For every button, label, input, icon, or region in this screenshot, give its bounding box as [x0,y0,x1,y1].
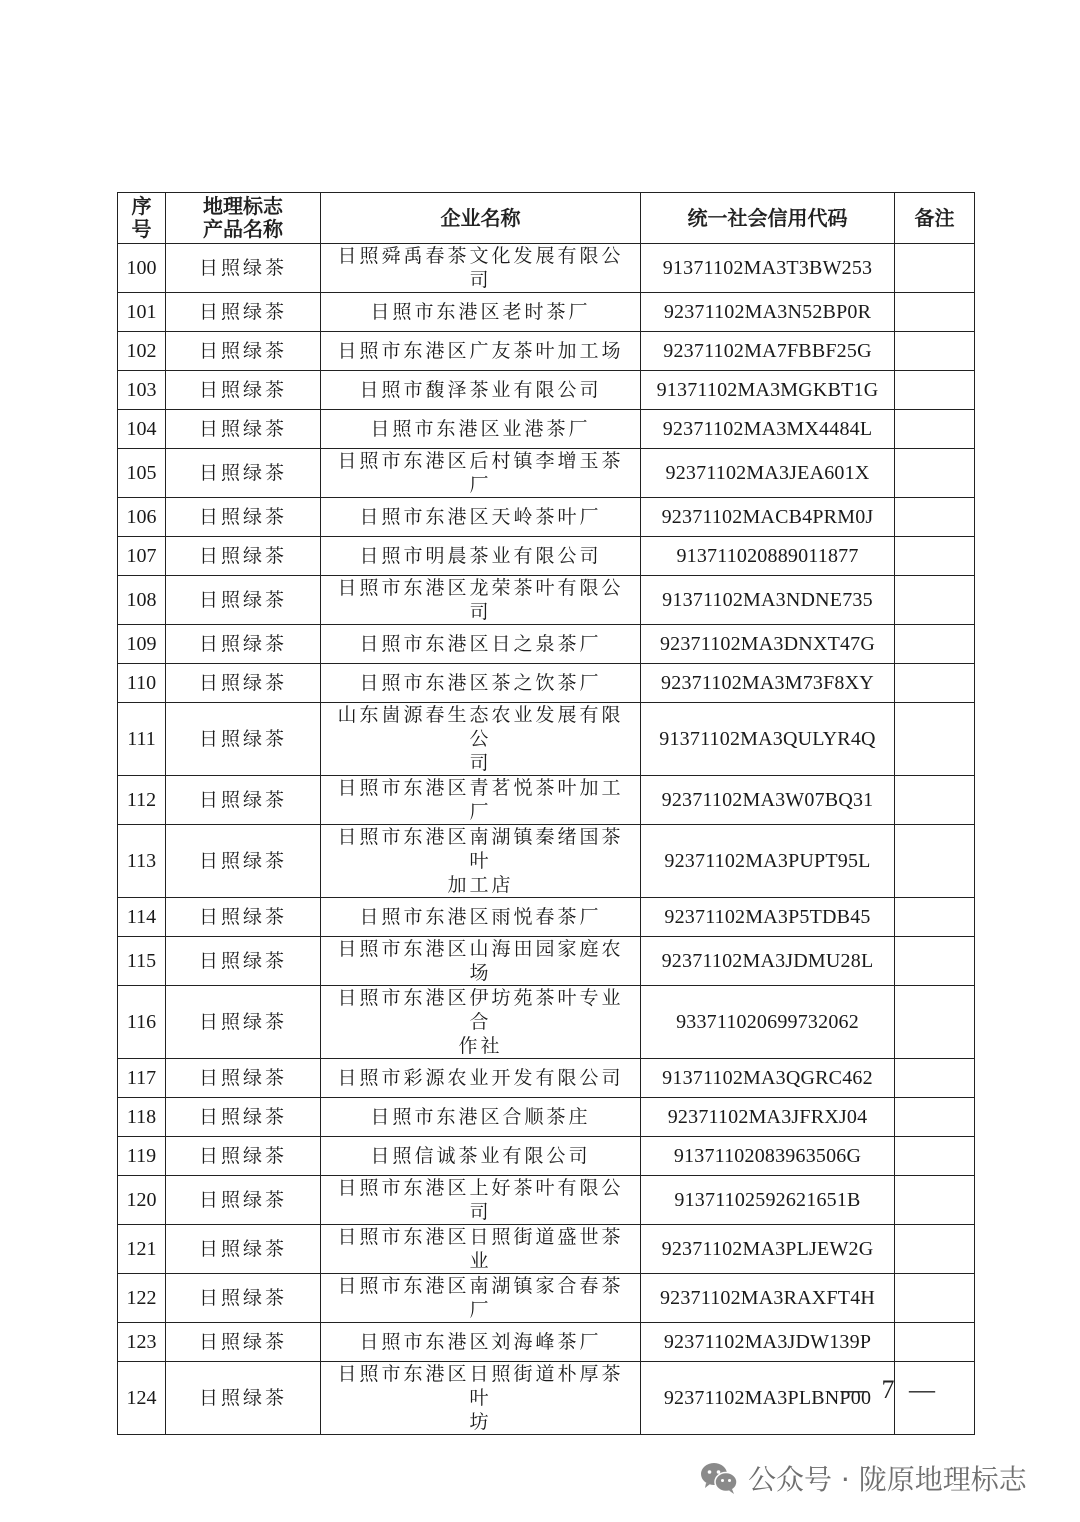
company-name-line: 日照市东港区伊坊苑茶叶专业合 [337,987,624,1033]
row-product: 日照绿茶 [166,293,321,332]
table-row [118,244,975,293]
row-index: 121 [118,1225,166,1274]
company-name-line: 日照市东港区日照街道盛世茶业 [337,1226,624,1272]
row-credit-code: 92371102MA7FBBF25G [641,332,895,371]
row-credit-code: 92371102MA3PLJEW2G [641,1225,895,1274]
company-name-line: 日照市东港区后村镇李增玉茶厂 [337,450,624,496]
table-row [118,332,975,371]
company-name-line: 日照市明晨茶业有限公司 [359,545,602,567]
watermark [700,1458,1027,1498]
row-index: 109 [118,625,166,664]
row-product: 日照绿茶 [166,498,321,537]
row-company [321,293,641,332]
table-row [118,410,975,449]
table-row [118,1274,975,1323]
table-row [118,293,975,332]
row-product: 日照绿茶 [166,537,321,576]
company-name-line: 日照市东港区广友茶叶加工场 [337,340,624,362]
row-product: 日照绿茶 [166,664,321,703]
row-credit-code: 92371102MA3N52BP0R [641,293,895,332]
row-product: 日照绿茶 [166,703,321,776]
row-credit-code: 92371102MA3RAXFT4H [641,1274,895,1323]
row-remark [895,986,975,1059]
row-company [321,1274,641,1323]
row-index: 102 [118,332,166,371]
header-company: 企业名称 [321,193,641,244]
row-index: 110 [118,664,166,703]
row-remark [895,625,975,664]
table-row [118,898,975,937]
row-index: 105 [118,449,166,498]
row-remark [895,664,975,703]
header-product [166,193,321,244]
row-remark [895,937,975,986]
row-product: 日照绿茶 [166,986,321,1059]
row-product: 日照绿茶 [166,332,321,371]
row-index: 114 [118,898,166,937]
row-company [321,1098,641,1137]
row-company [321,332,641,371]
row-remark [895,1225,975,1274]
row-product: 日照绿茶 [166,1098,321,1137]
company-name-line: 日照市东港区山海田园家庭农场 [337,938,624,984]
company-name-line: 日照市东港区老时茶厂 [370,301,591,323]
row-credit-code: 92371102MA3PLBNP00 [641,1362,895,1435]
row-index: 115 [118,937,166,986]
company-name-line: 加工店 [447,874,514,896]
row-company [321,776,641,825]
row-remark [895,449,975,498]
row-credit-code: 92371102MA3JEA601X [641,449,895,498]
company-name-line: 日照市东港区龙荣茶叶有限公司 [337,577,624,623]
company-name-line: 山东崮源春生态农业发展有限公 [337,704,624,750]
row-credit-code: 913711020889011877 [641,537,895,576]
table-row [118,986,975,1059]
row-company [321,1362,641,1435]
row-remark [895,1137,975,1176]
row-index: 103 [118,371,166,410]
row-credit-code: 92371102MA3DNXT47G [641,625,895,664]
row-product: 日照绿茶 [166,1176,321,1225]
row-remark [895,498,975,537]
row-remark [895,332,975,371]
row-remark [895,825,975,898]
enterprise-table-container [117,192,974,1435]
table-row [118,371,975,410]
header-code: 统一社会信用代码 [641,193,895,244]
row-company [321,1176,641,1225]
company-name-line: 日照市东港区日照街道朴厚茶叶 [337,1363,624,1409]
row-index: 104 [118,410,166,449]
row-credit-code: 91371102MA3T3BW253 [641,244,895,293]
row-product: 日照绿茶 [166,244,321,293]
row-company [321,625,641,664]
row-company [321,986,641,1059]
row-company [321,1137,641,1176]
row-index: 111 [118,703,166,776]
row-credit-code: 92371102MA3M73F8XY [641,664,895,703]
row-index: 124 [118,1362,166,1435]
row-product: 日照绿茶 [166,898,321,937]
company-name-line: 日照市东港区日之泉茶厂 [359,633,602,655]
company-name-line: 日照市东港区南湖镇家合春茶厂 [337,1275,624,1321]
header-index [118,193,166,244]
company-name-line: 日照市东港区天岭茶叶厂 [359,506,602,528]
table-row [118,664,975,703]
row-remark [895,1059,975,1098]
row-remark [895,703,975,776]
watermark-text: 公众号 · 陇原地理标志 [748,1463,1027,1496]
row-index: 119 [118,1137,166,1176]
row-index: 116 [118,986,166,1059]
table-row [118,1098,975,1137]
header-index-line-1: 序 [131,194,152,218]
row-company [321,576,641,625]
row-credit-code: 933711020699732062 [641,986,895,1059]
company-name-line: 日照市东港区合顺茶庄 [370,1106,591,1128]
row-product: 日照绿茶 [166,371,321,410]
row-index: 108 [118,576,166,625]
row-company [321,825,641,898]
header-product-line-2: 产品名称 [203,217,283,241]
row-remark [895,244,975,293]
company-name-line: 日照市东港区上好茶叶有限公司 [337,1177,624,1223]
row-company [321,498,641,537]
row-product: 日照绿茶 [166,776,321,825]
company-name-line: 司 [469,752,492,774]
row-credit-code: 91371102MA3QGRC462 [641,1059,895,1098]
company-name-line: 坊 [469,1411,492,1433]
company-name-line: 日照市馥泽茶业有限公司 [359,379,602,401]
row-index: 107 [118,537,166,576]
row-product: 日照绿茶 [166,1323,321,1362]
row-remark [895,410,975,449]
row-credit-code: 91371102MA3NDNE735 [641,576,895,625]
row-credit-code: 92371102MACB4PRM0J [641,498,895,537]
row-product: 日照绿茶 [166,1362,321,1435]
company-name-line: 日照信诚茶业有限公司 [370,1145,591,1167]
table-row [118,449,975,498]
table-row [118,625,975,664]
row-credit-code: 92371102MA3JDW139P [641,1323,895,1362]
row-product: 日照绿茶 [166,1059,321,1098]
company-name-line: 日照舜禹春茶文化发展有限公司 [337,245,624,291]
company-name-line: 日照市彩源农业开发有限公司 [337,1067,624,1089]
company-name-line: 日照市东港区刘海峰茶厂 [359,1331,602,1353]
row-index: 120 [118,1176,166,1225]
row-remark [895,576,975,625]
row-company [321,703,641,776]
row-remark [895,776,975,825]
row-company [321,937,641,986]
row-credit-code: 92371102MA3W07BQ31 [641,776,895,825]
row-company [321,449,641,498]
row-index: 100 [118,244,166,293]
enterprise-table [117,192,975,1435]
header-remark: 备注 [895,193,975,244]
row-company [321,410,641,449]
row-index: 123 [118,1323,166,1362]
row-remark [895,293,975,332]
row-credit-code: 91371102592621651B [641,1176,895,1225]
row-index: 118 [118,1098,166,1137]
table-row [118,825,975,898]
table-body [118,244,975,1435]
row-product: 日照绿茶 [166,1137,321,1176]
row-product: 日照绿茶 [166,576,321,625]
row-credit-code: 92371102MA3JDMU28L [641,937,895,986]
row-product: 日照绿茶 [166,1225,321,1274]
row-credit-code: 91371102MA3MGKBT1G [641,371,895,410]
row-credit-code: 92371102MA3P5TDB45 [641,898,895,937]
table-row [118,776,975,825]
row-index: 112 [118,776,166,825]
row-remark [895,898,975,937]
row-remark [895,1098,975,1137]
table-row [118,1059,975,1098]
row-index: 122 [118,1274,166,1323]
company-name-line: 作社 [458,1035,503,1057]
row-product: 日照绿茶 [166,1274,321,1323]
row-company [321,664,641,703]
company-name-line: 日照市东港区业港茶厂 [370,418,591,440]
row-product: 日照绿茶 [166,410,321,449]
table-row [118,1137,975,1176]
row-company [321,1059,641,1098]
row-company [321,1225,641,1274]
row-product: 日照绿茶 [166,937,321,986]
company-name-line: 日照市东港区南湖镇秦绪国茶叶 [337,826,624,872]
row-index: 113 [118,825,166,898]
wechat-icon [700,1461,738,1495]
row-product: 日照绿茶 [166,825,321,898]
row-credit-code: 92371102MA3JFRXJ04 [641,1098,895,1137]
row-remark [895,371,975,410]
table-row [118,498,975,537]
row-credit-code: 92371102MA3PUPT95L [641,825,895,898]
row-company [321,371,641,410]
company-name-line: 日照市东港区雨悦春茶厂 [359,906,602,928]
company-name-line: 日照市东港区青茗悦茶叶加工厂 [337,777,624,823]
page-number: — 7 — [841,1375,939,1404]
table-row [118,537,975,576]
row-company [321,1323,641,1362]
row-credit-code: 91371102083963506G [641,1137,895,1176]
table-row [118,1323,975,1362]
row-index: 101 [118,293,166,332]
table-row [118,937,975,986]
table-header-row [118,193,975,244]
header-product-line-1: 地理标志 [203,194,283,218]
row-remark [895,537,975,576]
row-index: 106 [118,498,166,537]
row-remark [895,1176,975,1225]
table-row [118,576,975,625]
row-credit-code: 92371102MA3MX4484L [641,410,895,449]
row-credit-code: 91371102MA3QULYR4Q [641,703,895,776]
table-row [118,703,975,776]
row-index: 117 [118,1059,166,1098]
row-company [321,537,641,576]
row-company [321,244,641,293]
row-remark [895,1274,975,1323]
table-row [118,1225,975,1274]
row-company [321,898,641,937]
row-product: 日照绿茶 [166,625,321,664]
table-row [118,1176,975,1225]
row-remark [895,1323,975,1362]
header-index-line-2: 号 [131,217,152,241]
row-product: 日照绿茶 [166,449,321,498]
company-name-line: 日照市东港区茶之饮茶厂 [359,672,602,694]
